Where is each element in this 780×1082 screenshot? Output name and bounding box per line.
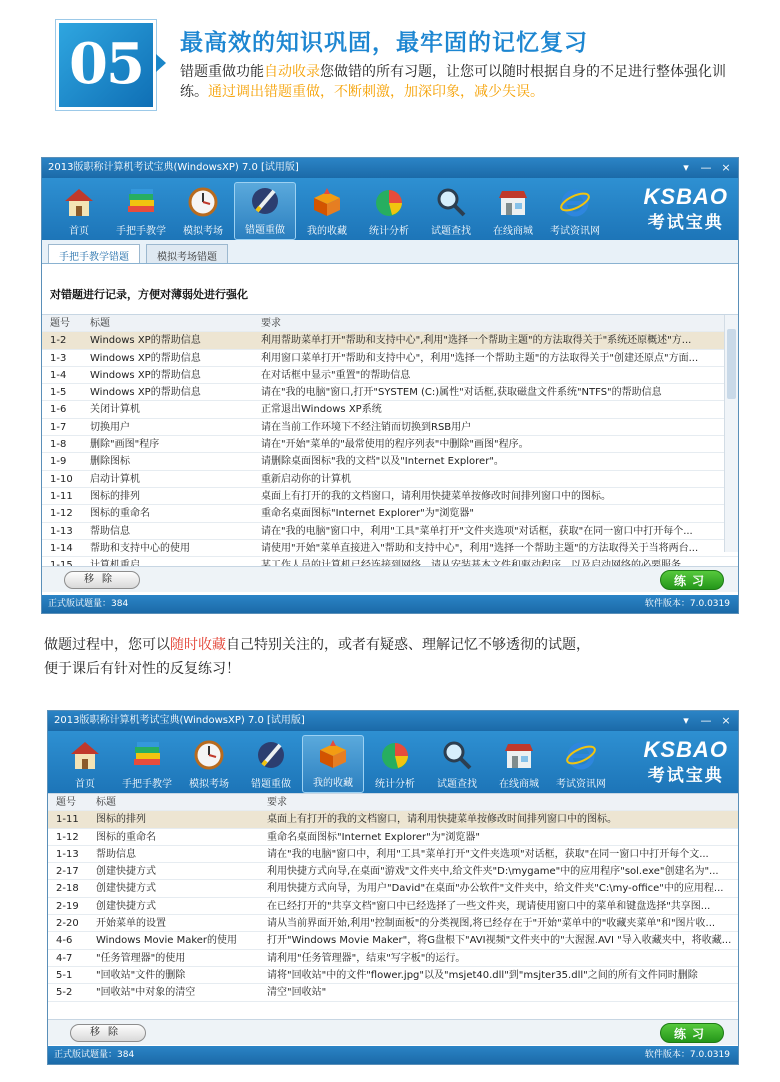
toolbar-shop-label: 在线商城 (493, 226, 533, 237)
favorites-description (44, 633, 744, 681)
shop-icon (496, 186, 530, 218)
minimize-icon[interactable]: — (700, 714, 712, 727)
logo-cn: 考试宝典 (647, 213, 724, 233)
cell-title: Windows Movie Maker的使用 (96, 935, 238, 947)
ksbao-logo (644, 737, 728, 786)
cell-title: "回收站"中对象的清空 (96, 987, 196, 999)
cell-title: 切换用户 (90, 421, 130, 433)
table-body (42, 332, 738, 574)
cell-title: 帮助信息 (96, 848, 136, 860)
toolbar-wrong-redo[interactable] (240, 735, 302, 793)
cell-title: 帮助和支持中心的使用 (90, 542, 190, 554)
toolbar-tutorial[interactable] (116, 735, 178, 793)
box-icon (316, 738, 350, 770)
cell-number: 1-11 (56, 814, 79, 826)
cell-requirement: 利用窗口菜单打开"帮助和支持中心"，利用"选择一个帮助主题"的方法取得关于"创建还原点"方面... (261, 352, 699, 364)
toolbar-exam-news-label: 考试资讯网 (550, 226, 600, 237)
cell-title: 关闭计算机 (90, 404, 140, 416)
table-header (42, 315, 738, 332)
toolbar-mock-exam[interactable] (172, 182, 234, 240)
table-row[interactable] (42, 367, 738, 384)
menu-dropdown-icon[interactable]: ▾ (683, 161, 689, 174)
cell-requirement: 利用快捷方式向导,在桌面"游戏"文件夹中,给文件夹"D:\mygame"中的应用程序"sol.exe"创建名为"... (267, 866, 719, 878)
toolbar-wrong-redo-label: 错题重做 (251, 779, 291, 790)
magnifier-icon (434, 186, 468, 218)
toolbar-statistics[interactable] (358, 182, 420, 240)
logo-cn: 考试宝典 (647, 766, 724, 786)
toolbar-favorites-label: 我的收藏 (307, 226, 347, 237)
toolbar-wrong-redo[interactable] (234, 182, 296, 240)
cell-number: 5-2 (56, 987, 73, 999)
window-titlebar (42, 158, 738, 178)
cell-title: 创建快捷方式 (96, 883, 156, 895)
toolbar-favorites[interactable] (296, 182, 358, 240)
cell-title: 启动计算机 (90, 473, 140, 485)
toolbar-statistics[interactable] (364, 735, 426, 793)
menu-dropdown-icon[interactable]: ▾ (683, 714, 689, 727)
cell-title: 开始菜单的设置 (96, 918, 166, 930)
cell-number: 1-12 (50, 508, 73, 520)
cell-requirement: 打开"Windows Movie Maker"，将G盘根下"AVI视频"文件夹中的"大渥渥.AVI "导入收藏夹中，将收藏... (267, 935, 732, 947)
col-header-number: 题号 (50, 318, 70, 329)
cell-title: 图标的排列 (96, 814, 146, 826)
table-header (48, 794, 738, 811)
toolbar-tutorial[interactable] (110, 182, 172, 240)
toolbar-shop-label: 在线商城 (499, 779, 539, 790)
pen-icon (254, 739, 288, 771)
close-icon[interactable]: × (721, 714, 731, 727)
cell-requirement: 在对话框中显示"重置"的帮助信息 (261, 369, 411, 381)
cell-number: 4-7 (56, 952, 73, 964)
badge-arrow (156, 54, 166, 72)
logo-en: KSBAO (643, 184, 728, 209)
practice-button[interactable]: 练习 (660, 1023, 724, 1043)
toolbar-search-label: 试题查找 (431, 226, 471, 237)
cell-requirement: 请将"回收站"中的文件"flower.jpg"以及"msjet40.dll"到"msjter35.dll"之间的所有文件同时删除 (267, 969, 698, 981)
mid-highlight: 随时收藏 (170, 637, 226, 653)
toolbar-mock-exam[interactable] (178, 735, 240, 793)
app-window-favorites (47, 710, 739, 1065)
desc-highlight2: 通过调出错题重做，不断刺激，加深印象，减少失误。 (208, 84, 544, 100)
tab-tutorial-wrong[interactable]: 手把手教学错题 (48, 244, 140, 263)
col-header-title: 标题 (90, 318, 110, 329)
cell-title: 帮助信息 (90, 525, 130, 537)
toolbar-mock-exam-label: 模拟考场 (189, 779, 229, 790)
ksbao-logo (644, 184, 728, 233)
status-bar (42, 595, 738, 613)
cell-number: 1-7 (50, 421, 67, 433)
cell-number: 1-2 (50, 335, 67, 347)
practice-button[interactable]: 练习 (660, 570, 724, 590)
cell-title: 图标的重命名 (90, 508, 150, 520)
tab-exam-wrong[interactable]: 模拟考场错题 (146, 244, 228, 263)
box-icon (310, 186, 344, 218)
cell-title: Windows XP的帮助信息 (90, 335, 201, 347)
table-row[interactable] (42, 523, 738, 540)
main-toolbar (42, 178, 738, 240)
software-version: 软件版本：7.0.0319 (644, 599, 730, 609)
cell-title: "任务管理器"的使用 (96, 952, 186, 964)
cell-number: 1-4 (50, 369, 67, 381)
cell-requirement: 请使用"开始"菜单直接进入"帮助和支持中心"，利用"选择一个帮助主题"的方法取得关于当将两台... (261, 542, 699, 554)
toolbar-search[interactable] (426, 735, 488, 793)
cell-title: Windows XP的帮助信息 (90, 352, 201, 364)
toolbar-exam-news-label: 考试资讯网 (556, 779, 606, 790)
cell-number: 1-9 (50, 456, 67, 468)
window-titlebar (48, 711, 738, 731)
cell-number: 2-18 (56, 883, 79, 895)
cell-requirement: 请在当前工作环境下不经注销而切换到RSB用户 (261, 421, 472, 433)
cell-title: Windows XP的帮助信息 (90, 387, 201, 399)
mid-part2: 自己特别关注的，或者有疑惑、理解记忆不够透彻的试题， (226, 637, 590, 653)
cell-requirement: 请删除桌面图标"我的文档"以及"Internet Explorer"。 (261, 456, 504, 468)
wrong-question-table (42, 314, 738, 552)
mid-part1: 做题过程中，您可以 (44, 637, 170, 653)
table-row[interactable] (48, 984, 738, 1001)
cell-number: 1-3 (50, 352, 67, 364)
section-subheading: 对错题进行记录，方便对薄弱处进行强化 (50, 288, 248, 301)
cell-number: 1-14 (50, 542, 73, 554)
table-row[interactable] (48, 932, 738, 949)
ie-icon (564, 739, 598, 771)
table-row[interactable] (48, 811, 738, 828)
toolbar-home[interactable] (48, 182, 110, 240)
toolbar-exam-news[interactable] (550, 735, 612, 793)
table-row[interactable] (48, 863, 738, 880)
table-row[interactable] (48, 880, 738, 897)
mid-line2: 便于课后有针对性的反复练习！ (44, 661, 240, 677)
toolbar-favorites[interactable] (302, 735, 364, 793)
table-row[interactable] (48, 950, 738, 967)
cell-number: 1-12 (56, 831, 79, 843)
software-version: 软件版本：7.0.0319 (644, 1050, 730, 1060)
vertical-scrollbar[interactable] (724, 315, 738, 552)
cell-title: 图标的排列 (90, 490, 140, 502)
table-row[interactable] (48, 915, 738, 932)
cell-number: 1-6 (50, 404, 67, 416)
clock-icon (192, 739, 226, 771)
cell-title: 图标的重命名 (96, 831, 156, 843)
toolbar-statistics-label: 统计分析 (369, 226, 409, 237)
toolbar-home-label: 首页 (75, 779, 95, 790)
table-row[interactable] (42, 488, 738, 505)
pie-chart-icon (372, 186, 406, 218)
cell-requirement: 请利用"任务管理器"，结束"写字板"的运行。 (267, 952, 466, 964)
home-icon (68, 739, 102, 771)
table-row[interactable] (48, 829, 738, 846)
cell-number: 1-13 (56, 848, 79, 860)
toolbar-mock-exam-label: 模拟考场 (183, 226, 223, 237)
clock-icon (186, 186, 220, 218)
window-title: 2013版职称计算机考试宝典(WindowsXP) 7.0 [试用版] (54, 715, 305, 726)
cell-requirement: 桌面上有打开的我的文档窗口，请利用快捷菜单按修改时间排列窗口中的图标。 (261, 490, 611, 502)
books-icon (130, 739, 164, 771)
toolbar-shop[interactable] (488, 735, 550, 793)
main-toolbar (48, 731, 738, 793)
table-row[interactable] (42, 540, 738, 557)
cell-requirement: 利用帮助菜单打开"帮助和支持中心",利用"选择一个帮助主题"的方法取得关于"系统还原概述"方... (261, 335, 692, 347)
col-header-number: 题号 (56, 797, 76, 808)
table-row[interactable] (48, 846, 738, 863)
feature-number-badge (56, 20, 156, 110)
table-row[interactable] (42, 384, 738, 401)
question-count: 正式版试题量：384 (48, 599, 129, 609)
ie-icon (558, 186, 592, 218)
pen-icon (248, 185, 282, 217)
cell-requirement: 请在"我的电脑"窗口中，利用"工具"菜单打开"文件夹选项"对话框，获取"在同一窗口中打开每个... (261, 525, 693, 537)
toolbar-search[interactable] (420, 182, 482, 240)
remove-button[interactable]: 移除 (64, 571, 140, 589)
cell-number: 1-10 (50, 473, 73, 485)
toolbar-home[interactable] (54, 735, 116, 793)
cell-requirement: 清空"回收站" (267, 987, 327, 999)
desc-part1: 错题重做功能 (180, 64, 264, 80)
cell-title: Windows XP的帮助信息 (90, 369, 201, 381)
table-row[interactable] (42, 471, 738, 488)
table-body (48, 811, 738, 1001)
table-row[interactable] (42, 436, 738, 453)
toolbar-wrong-redo-label: 错题重做 (245, 225, 285, 236)
cell-requirement: 重命名桌面图标"Internet Explorer"为"浏览器" (261, 508, 474, 520)
cell-title: 创建快捷方式 (96, 900, 156, 912)
cell-requirement: 请在"我的电脑"窗口,打开"SYSTEM (C:)属性"对话框,获取磁盘文件系统"NTFS"的帮助信息 (261, 387, 662, 399)
cell-requirement: 桌面上有打开的我的文档窗口，请利用快捷菜单按修改时间排列窗口中的图标。 (267, 814, 617, 826)
cell-number: 1-13 (50, 525, 73, 537)
window-title: 2013版职称计算机考试宝典(WindowsXP) 7.0 [试用版] (48, 162, 299, 173)
col-header-title: 标题 (96, 797, 116, 808)
cell-number: 1-8 (50, 439, 67, 451)
feature-number: 05 (69, 31, 143, 97)
cell-title: 删除"画图"程序 (90, 439, 160, 451)
scrollbar-thumb[interactable] (727, 329, 736, 399)
magnifier-icon (440, 739, 474, 771)
table-row[interactable] (42, 332, 738, 349)
toolbar-shop[interactable] (482, 182, 544, 240)
table-row[interactable] (42, 419, 738, 436)
cell-requirement: 请在"我的电脑"窗口中，利用"工具"菜单打开"文件夹选项"对话框，获取"在同一窗口中打开每个文... (267, 848, 709, 860)
toolbar-tutorial-label: 手把手教学 (116, 226, 166, 237)
toolbar-home-label: 首页 (69, 226, 89, 237)
question-count: 正式版试题量：384 (54, 1050, 135, 1060)
home-icon (62, 186, 96, 218)
shop-icon (502, 739, 536, 771)
tab-bar (42, 240, 738, 264)
table-row[interactable] (42, 401, 738, 418)
table-row[interactable] (48, 898, 738, 915)
desc-part2: 您做错的所有习题，让您可以随时根据自身的不足进行整体强化训练。 (180, 64, 726, 100)
cell-requirement: 重新启动你的计算机 (261, 473, 351, 485)
toolbar-tutorial-label: 手把手教学 (122, 779, 172, 790)
table-row[interactable] (42, 453, 738, 470)
remove-button[interactable]: 移除 (70, 1024, 146, 1042)
cell-title: 删除图标 (90, 456, 130, 468)
cell-requirement: 在已经打开的"共享文档"窗口中已经选择了一些文件夹，现请使用窗口中的菜单和键盘选择"共享图... (267, 900, 711, 912)
feature-description (180, 62, 740, 102)
feature-header (0, 0, 780, 120)
table-row[interactable] (42, 505, 738, 522)
cell-number: 4-6 (56, 935, 73, 947)
cell-requirement: 重命名桌面图标"Internet Explorer"为"浏览器" (267, 831, 480, 843)
action-bar (42, 566, 738, 592)
toolbar-exam-news[interactable] (544, 182, 606, 240)
cell-requirement: 请从当前界面开始,利用"控制面板"的分类视图,将已经存在于"开始"菜单中的"收藏夹菜单"和"图片收... (267, 918, 716, 930)
app-window-wrong-questions (41, 157, 739, 614)
cell-requirement: 利用快捷方式向导，为用户"David"在桌面"办公软件"文件夹中，给文件夹"C:\my-office"中的应用程... (267, 883, 724, 895)
status-bar (48, 1046, 738, 1064)
table-row[interactable] (48, 967, 738, 984)
cell-number: 2-17 (56, 866, 79, 878)
pie-chart-icon (378, 739, 412, 771)
cell-number: 2-19 (56, 900, 79, 912)
books-icon (124, 186, 158, 218)
cell-requirement: 请在"开始"菜单的"最常使用的程序列表"中删除"画图"程序。 (261, 439, 529, 451)
col-header-requirement: 要求 (267, 797, 287, 808)
cell-title: 创建快捷方式 (96, 866, 156, 878)
cell-number: 1-5 (50, 387, 67, 399)
close-icon[interactable]: × (721, 161, 731, 174)
cell-requirement: 正常退出Windows XP系统 (261, 404, 382, 416)
favorites-table (48, 793, 738, 1015)
col-header-requirement: 要求 (261, 318, 281, 329)
toolbar-favorites-label: 我的收藏 (313, 778, 353, 789)
action-bar (48, 1019, 738, 1045)
desc-highlight1: 自动收录 (264, 64, 320, 80)
feature-title: 最高效的知识巩固，最牢固的记忆复习 (180, 30, 588, 56)
toolbar-search-label: 试题查找 (437, 779, 477, 790)
cell-number: 5-1 (56, 969, 73, 981)
logo-en: KSBAO (643, 737, 728, 762)
cell-title: "回收站"文件的删除 (96, 969, 186, 981)
cell-number: 1-11 (50, 490, 73, 502)
toolbar-statistics-label: 统计分析 (375, 779, 415, 790)
cell-number: 2-20 (56, 918, 79, 930)
minimize-icon[interactable]: — (700, 161, 712, 174)
table-row[interactable] (42, 350, 738, 367)
